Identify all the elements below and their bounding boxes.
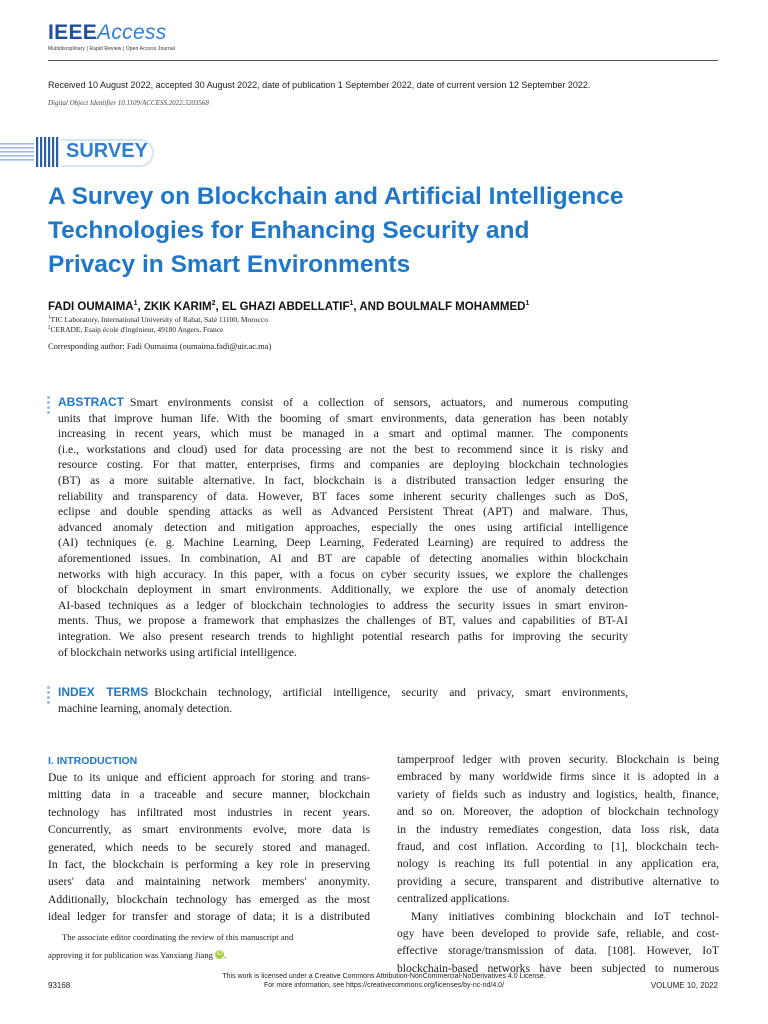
abstract-line: aforementioned issues. In combination, AI and BT are capable of detecting anomalies within blockchain [58, 551, 628, 565]
body-line: users' data and maintaining network members' anonymity. [48, 875, 370, 889]
index-terms-line: machine learning, anomaly detection. [58, 701, 233, 715]
license-line: This work is licensed under a Creative Commons Attribution-NonCommercial-NoDerivatives 4.0 License. [222, 973, 546, 980]
author-name: ZKIK KARIM [143, 300, 212, 313]
stripes-graphic [0, 134, 66, 170]
body-line: In fact, the blockchain is performing a key role in preserving [48, 858, 370, 872]
affil-mark: 1 [48, 315, 51, 321]
body-line: ideal ledger for transfer and storage of data; it is a distributed [48, 910, 370, 924]
body-line: Concurrently, as smart environments evolve, more data is [48, 823, 370, 837]
affil-text: CERADE, Esaip école d'ingénieur, 49180 Angers, France [50, 325, 224, 334]
abstract-line: ments. Thus, we propose a framework that emphasizes the challenges of BT, values and capabilities of BT-AI [58, 614, 628, 628]
abstract-line: of blockchain networks using artificial intelligence. [58, 645, 297, 659]
affil-text: TIC Laboratory, International University of Rabat, Salé 11100, Morocco [50, 315, 268, 324]
editor-footnote [48, 928, 370, 964]
author-sep: , [215, 300, 222, 313]
index-terms-line [58, 685, 628, 701]
orcid-icon[interactable]: iD [216, 951, 223, 957]
abstract-line: increasing in recent years, which must be managed in a smart and optimal manner. The components [58, 427, 628, 441]
body-line: variety of fields such as industry and logistics, health, finance, [397, 787, 719, 801]
volume-label: VOLUME 10, 2022 [650, 981, 718, 990]
abstract-line: (AI) techniques (e. g. Machine Learning, Deep Learning, Federated Learning) are required to address the [58, 536, 628, 550]
body-line: providing a secure, transparent and distributive alternative to [397, 874, 719, 888]
title-line: Technologies for Enhancing Security and [48, 217, 530, 244]
footnote-text: approving it for publication was Yanxiang Jiang [48, 950, 213, 960]
author-name: FADI OUMAIMA [48, 300, 134, 313]
abstract-line: AI-based techniques as a ledger of blockchain technologies to address the security issues in smart environ- [58, 598, 628, 612]
body-line: and so on. Moreover, the adoption of blockchain technology [397, 805, 719, 819]
article-type-label: SURVEY [66, 140, 148, 162]
section-heading: I. INTRODUCTION [48, 755, 138, 767]
abstract-text: Smart environments consist of a collection of sensors, actuators, and numerous computing [130, 396, 628, 409]
index-terms-text: Blockchain technology, artificial intelligence, security and privacy, smart environments, [154, 686, 628, 699]
author-sep: , [353, 300, 360, 313]
affiliation [48, 315, 268, 324]
abstract-line: (i.e., workstations and cloud) used for data processing are not the best to recommend since it is risky and [58, 442, 628, 456]
footnote-end: . [224, 950, 227, 960]
abstract-heading: ABSTRACT [58, 395, 124, 409]
index-terms [58, 685, 628, 716]
body-line: mitting data in a traceable and secure manner, blockchain [48, 788, 370, 802]
paper-title [48, 180, 688, 282]
affiliation [48, 325, 223, 334]
abstract-line: networks with high accuracy. In this paper, with a focus on cyber security issues, we explore the challenges [58, 567, 628, 581]
body-line: centralized applications. [397, 892, 510, 906]
logo-ieee: IEEE [48, 21, 98, 44]
body-line: tamperproof ledger with proven security. Blockchain is being [397, 753, 719, 766]
abstract-line: eclipse and double spending attacks as well as Advanced Persistent Threat (APT) and malware. Thus, [58, 505, 628, 519]
journal-logo [48, 22, 175, 52]
body-line: blockchain-based networks have been subjected to numerous [397, 961, 719, 975]
title-line: Privacy in Smart Environments [48, 251, 411, 278]
body-line: generated, which needs to be securely stored and managed. [48, 840, 370, 854]
page-number: 93168 [48, 981, 71, 990]
index-terms-heading: INDEX TERMS [58, 685, 149, 699]
logo-access: Access [97, 21, 167, 44]
body-line: in the industry remediates congestion, data loss risk, data [397, 822, 719, 836]
abstract-line: integration. We also present research trends to highlight potential research paths for improving the security [58, 629, 628, 643]
abstract-dots [47, 396, 51, 416]
abstract-line: (BT) as a more suitable alternative. In fact, blockchain is a distributed transaction ledger ensuring the [58, 473, 628, 487]
left-column [48, 769, 370, 926]
footnote-line: The associate editor coordinating the review of this manuscript and [62, 932, 294, 942]
body-line: nology is reaching its full potential in any application era, [397, 857, 719, 871]
body-line: effective storage/transmission of data. [108]. However, IoT [397, 944, 719, 958]
body-line: technology has infiltrated most industries in recent years. [48, 805, 370, 819]
doi-line: Digital Object Identifier 10.1109/ACCESS.2022.3203568 [48, 99, 209, 107]
header-rule [48, 60, 718, 61]
author-list [48, 300, 529, 313]
body-line: ogy have been developed to provide safe, reliable, and cost- [397, 927, 719, 941]
body-line: Additionally, blockchain technology has emerged as the most [48, 892, 370, 906]
body-line: fraud, and cost inflation. According to [1], blockchain tech- [397, 840, 719, 854]
author-affil-mark: 2 [211, 300, 216, 307]
abstract-line: resource costing. For that matter, enterprises, firms and companies are deploying blockchain technologies [58, 458, 628, 472]
logo-tagline: Multidisciplinary | Rapid Review | Open Access Journal [48, 46, 175, 52]
abstract-line: of blockchain deployment in smart environments. Additionally, we explore the use of anomaly detection [58, 583, 628, 597]
right-column [397, 751, 719, 977]
affil-mark: 2 [48, 325, 51, 331]
abstract-line: reliability and transparency of data. However, BT faces some inherent security challenges such as DoS, [58, 489, 628, 503]
abstract-line: advanced anomaly detection and mitigation approaches, especially the ones using artificial intelligence [58, 520, 628, 534]
author-affil-mark: 1 [349, 300, 354, 307]
license-link[interactable]: For more information, see https://creativecommons.org/licenses/by-nc-nd/4.0/ [263, 982, 505, 989]
author-affil-mark: 1 [525, 300, 530, 307]
index-terms-dots [47, 686, 51, 706]
title-line: A Survey on Blockchain and Artificial Intelligence [48, 183, 624, 210]
abstract [58, 395, 628, 660]
author-affil-mark: 1 [133, 300, 138, 307]
abstract-line [58, 395, 628, 411]
author-sep: , [137, 300, 144, 313]
footnote-line [48, 946, 370, 964]
body-line: Many initiatives combining blockchain and IoT technol- [411, 909, 719, 923]
author-name: AND BOULMALF MOHAMMED [359, 300, 526, 313]
abstract-line: units that improve human life. With the booming of smart environments, data generation has been notably [58, 411, 628, 425]
journal-logo-text [48, 22, 175, 44]
body-line: embraced by many worldwide firms since it is adopted in a [397, 770, 719, 784]
received-dates: Received 10 August 2022, accepted 30 August 2022, date of publication 1 September 2022, date of current version 12 September 2022. [48, 80, 591, 90]
corresponding-author: Corresponding author: Fadi Oumaima (oumaima.fadi@uir.ac.ma) [48, 341, 272, 351]
body-line: Due to its unique and efficient approach for storing and trans- [48, 771, 370, 784]
author-name: EL GHAZI ABDELLATIF [221, 300, 350, 313]
